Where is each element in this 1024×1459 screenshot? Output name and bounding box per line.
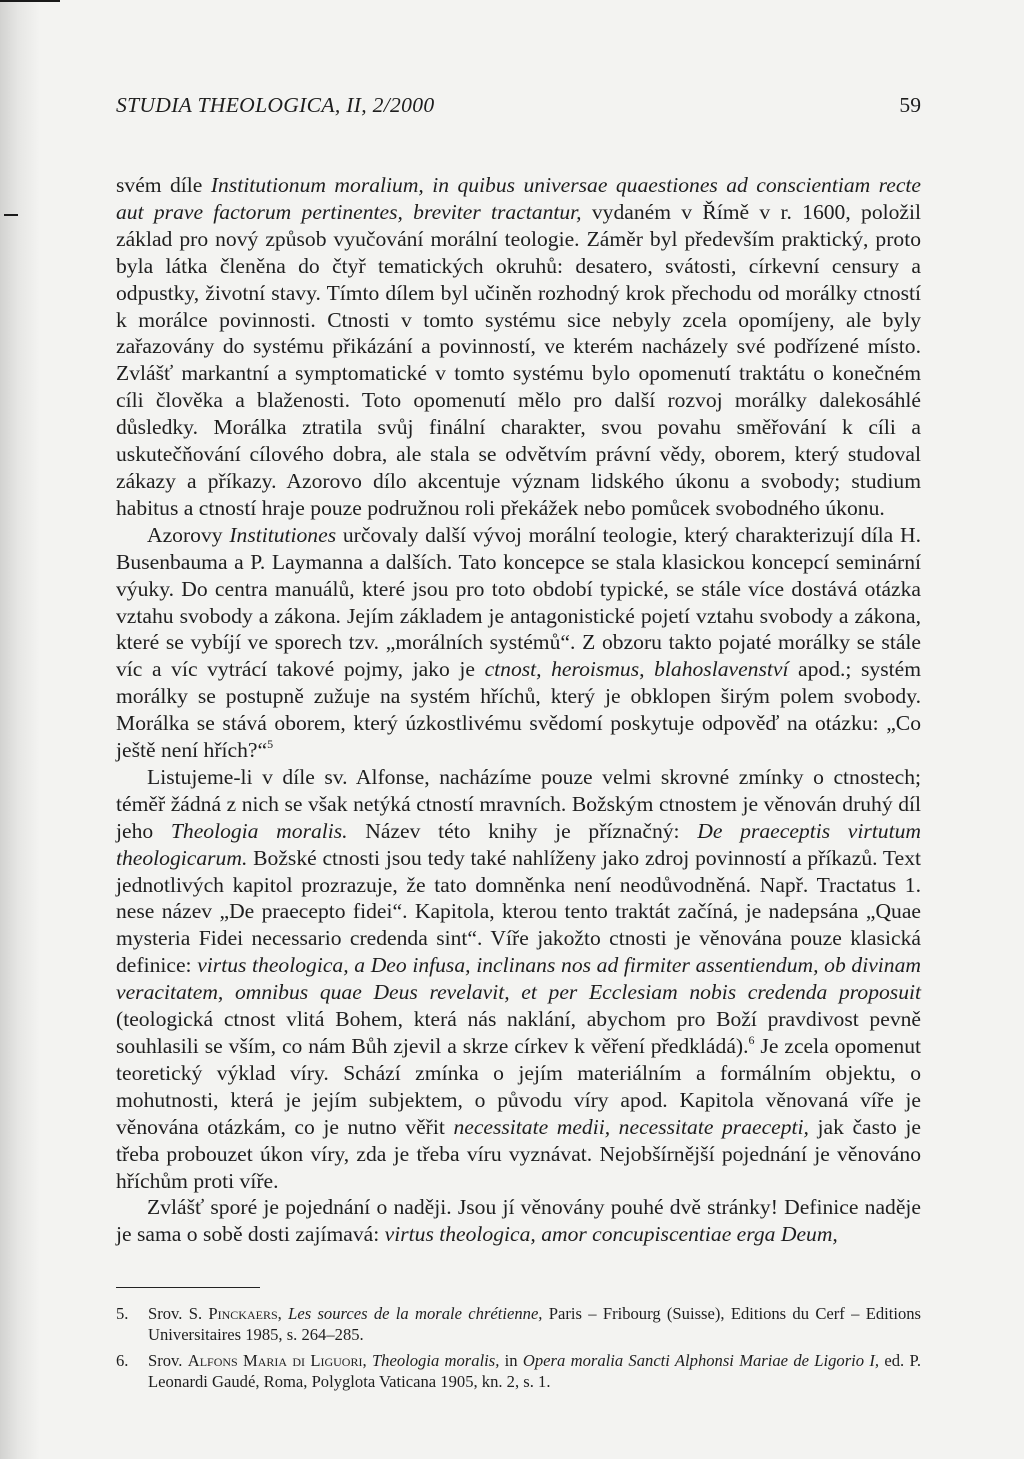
paragraph	[116, 172, 921, 522]
paragraph	[116, 764, 921, 1195]
italic-text: Institutiones	[229, 522, 337, 547]
italic-text: Theologia moralis.	[170, 818, 348, 843]
text-run: svém díle	[116, 173, 211, 197]
running-header	[116, 92, 921, 120]
italic-text: necessitate medii, necessitate praecepti,	[453, 1114, 809, 1139]
text-run: Srov. S.	[148, 1304, 209, 1324]
footnote	[116, 1304, 921, 1345]
text-run: Srov.	[148, 1351, 188, 1371]
footnote-number: 6.	[116, 1351, 129, 1371]
text-run: apod.; systém morálky se postupně zužuje na systém hříchů, který je obklopen širým polem svobody. Morálka se stává oborem, který úzkostlivému svědomí poskytuje odpověď na otázku: „Co ještě není hřích?“	[116, 657, 921, 763]
text-run: ed. P. Leonardi Gaudé, Roma, Polyglota Vaticana 1905, kn. 2, s. 1.	[148, 1351, 921, 1391]
scan-edge-mark-left	[4, 214, 18, 216]
paragraph	[116, 1194, 921, 1248]
text-run: ,	[277, 1304, 289, 1324]
author-name: Pinckaers	[208, 1304, 278, 1324]
footnote-ref: 5	[267, 736, 274, 751]
paragraph	[116, 522, 921, 764]
footnote-separator	[116, 1287, 260, 1288]
journal-title: STUDIA THEOLOGICA, II, 2/2000	[116, 93, 435, 117]
text-run: Název této knihy je příznačný:	[347, 818, 698, 843]
footnote-number: 5.	[116, 1304, 129, 1324]
italic-text: Theologia moralis,	[371, 1351, 500, 1371]
text-run: Azorovy	[147, 522, 230, 547]
author-name: Alfons Maria di Liguori	[187, 1351, 363, 1371]
italic-text: De praeceptis virtutum theologicarum.	[116, 818, 921, 870]
main-text	[116, 172, 921, 1248]
scan-gutter-shadow	[0, 0, 40, 1459]
document-page	[116, 92, 921, 1398]
footnote-ref: 6	[748, 1032, 755, 1047]
text-run: určovaly další vývoj morální teologie, který charakterizují díla H. Busenbauma a P. Laymanna a dalších. Tato koncepce se stala klasickou koncepcí seminární výuky. Do centra manuálů, které jsou pro toto období typické, se stále více dostává otázka vztahu svobody a zákona. Jejím základem je antagonistické pojetí vztahu svobody a zákona, které se vybíjí ve sporech tzv. „morálních systémů“. Z obzoru takto pojaté morálky se stále víc a víc vytrácí takové pojmy, jako je	[116, 522, 921, 682]
text-run: ,	[362, 1351, 372, 1371]
text-run: Listujeme-li v díle sv. Alfonse, nacházíme pouze velmi skrovné zmínky o ctnostech; téměř žádná z nich se však netýká ctností mravních. Božským ctnostem je věnován druhý díl jeho	[116, 764, 921, 843]
italic-text: Les sources de la morale chrétienne,	[288, 1304, 543, 1324]
text-run: Paris – Fribourg (Suisse), Editions du Cerf – Editions Universitaires 1985, s. 264–285.	[148, 1304, 922, 1344]
text-run: Božské ctnosti jsou tedy také nahlíženy jako zdroj povinností a příkazů. Text jednotlivých kapitol prozrazuje, že tato domněnka není neodůvodněná. Např. Tractatus 1. nese název „De praecepto fidei“. Kapitola, kterou tento traktát začíná, je nadepsána „Quae mysteria Fidei necessario credenda sint“. Víře jakožto ctnosti je věnována pouze klasická definice:	[116, 845, 921, 978]
text-run: (teologická ctnost vlitá Bohem, která nás naklání, abychom pro Boží pravdivost pevně souhlasili se vším, co nám Bůh zjevil a skrze církev k věření předkládá).	[116, 1007, 921, 1058]
text-run: jak často je třeba probouzet úkon víry, zda je třeba víru vyznávat. Nejobšírnější pojednání je věnováno hříchům proti víře.	[116, 1114, 921, 1193]
scan-edge-mark-top	[0, 0, 60, 2]
italic-text: ctnost, heroismus, blahoslavenství	[484, 657, 789, 682]
italic-text: virtus theologica, a Deo infusa, inclinans nos ad firmiter assentiendum, ob divinam veracitatem, omnibus quae Deus revelavit, et per Ecclesiam nobis credenda proposuit	[116, 953, 921, 1005]
italic-text: Institutionum moralium, in quibus universae quaestiones ad conscientiam recte aut prave factorum pertinentes, breviter tractantur,	[116, 173, 921, 224]
text-run: in	[499, 1351, 523, 1371]
italic-text: virtus theologica, amor concupiscentiae erga Deum,	[384, 1222, 838, 1247]
text-run: Zvlášť sporé je pojednání o naději. Jsou jí věnovány pouhé dvě stránky! Definice naděje je sama o sobě dosti zajímavá:	[116, 1195, 921, 1247]
footnotes	[116, 1304, 921, 1392]
text-run: Je zcela opomenut teoretický výklad víry. Schází zmínka o jejím materiálním a formálním objektu, o mohutnosti, která je jejím subjektem, o původu víry apod. Kapitola věnovaná víře je věnována otázkám, co je nutno věřit	[116, 1034, 922, 1139]
text-run: vydaném v Římě v r. 1600, položil základ pro nový způsob vyučování morální teologie. Záměr byl především praktický, proto byla látka členěna do čtyř tematických okruhů: desatero, svátosti, církevní censury a odpustky, životní stavy. Tímto dílem byl učiněn rozhodný krok přechodu od morálky ctností k morálce povinnosti. Ctnosti v tomto systému sice nebyly zcela opomíjeny, ale byly zařazovány do systému přikázání a povinností, ve kterém nacházely své podřízené místo. Zvlášť markantní a symptomatické v tomto systému bylo opomenutí traktátu o konečném cíli člověka a blaženosti. Toto opomenutí mělo pro další rozvoj morálky dalekosáhlé důsledky. Morálka ztratila svůj finální charakter, svou povahu směřování k cíli a uskutečňování cílového dobra, ale stala se odvětvím právní vědy, oborem, který studoval zákazy a příkazy. Azorovo dílo akcentuje význam lidského úkonu a svobody; studium habitus a ctností hraje pouze podružnou roli překážek nebo pomůcek svobodného úkonu.	[116, 199, 921, 520]
page-number: 59	[899, 93, 921, 117]
footnote	[116, 1351, 921, 1392]
italic-text: Opera moralia Sancti Alphonsi Mariae de Ligorio I,	[522, 1351, 880, 1371]
